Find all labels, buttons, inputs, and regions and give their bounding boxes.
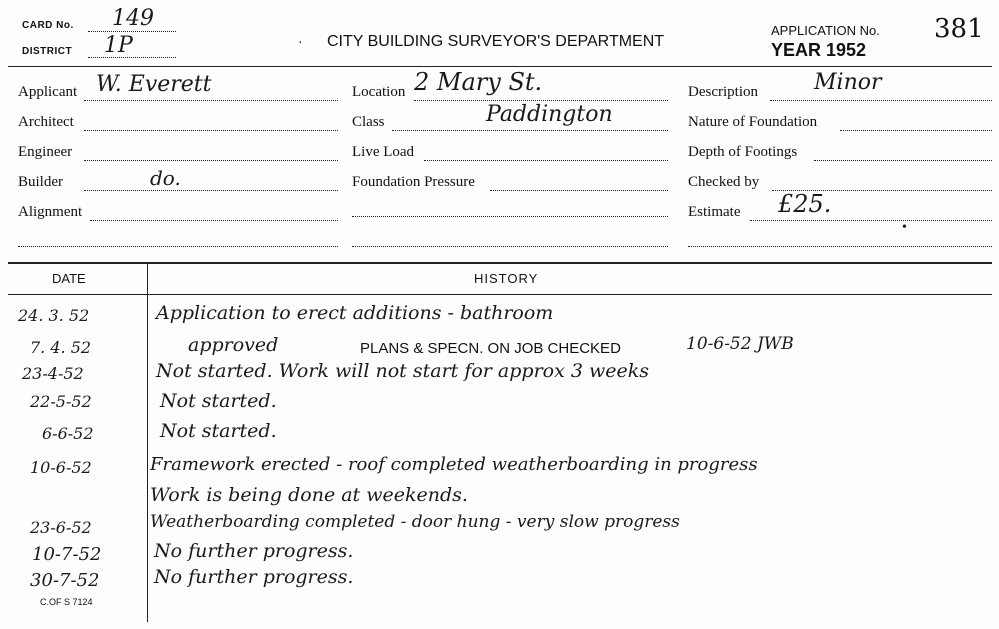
history-date: 22-5-52	[30, 392, 92, 411]
history-text: Not started.	[160, 390, 277, 412]
location-value: 2 Mary St.	[414, 68, 543, 96]
description-label: Description	[688, 84, 758, 100]
history-date: 30-7-52	[30, 570, 100, 591]
history-date: 10-6-52	[30, 458, 92, 477]
dot-mark: ·	[298, 36, 303, 51]
location-label: Location	[352, 84, 406, 100]
form-code: C.OF S 7124	[40, 597, 93, 607]
application-label: APPLICATION No.	[771, 23, 880, 38]
history-date: 7. 4. 52	[30, 338, 92, 357]
history-text: No further progress.	[154, 566, 354, 588]
nature-of-foundation-label: Nature of Foundation	[688, 114, 818, 130]
builder-value: do.	[150, 166, 181, 190]
department-title: CITY BUILDING SURVEYOR'S DEPARTMENT	[327, 33, 665, 50]
card-no-value: 149	[112, 6, 154, 31]
history-date: 24. 3. 52	[18, 306, 90, 325]
applicant-label: Applicant	[18, 84, 78, 100]
history-text: Work is being done at weekends.	[150, 484, 468, 506]
history-text: Weatherboarding completed - door hung - very slow progress	[150, 512, 680, 532]
date-header: DATE	[52, 271, 86, 286]
year-label: YEAR 1952	[771, 40, 867, 60]
stamp-note: 10-6-52 JWB	[686, 334, 794, 354]
history-text: Not started. Work will not start for approx 3 weeks	[156, 360, 649, 382]
foundation-pressure-label: Foundation Pressure	[352, 174, 475, 190]
history-header: HISTORY	[474, 271, 539, 286]
architect-label: Architect	[18, 114, 74, 130]
depth-of-footings-label: Depth of Footings	[688, 144, 798, 160]
history-text: approved	[188, 334, 279, 356]
history-text: Framework erected - roof completed weatherboarding in progress	[150, 454, 758, 475]
stamp-text: PLANS & SPECN. ON JOB CHECKED	[360, 340, 621, 357]
engineer-label: Engineer	[18, 144, 73, 160]
history-text: Application to erect additions - bathroom	[156, 302, 554, 324]
class-label: Class	[352, 114, 385, 130]
history-text: No further progress.	[154, 540, 354, 562]
history-date: 23-4-52	[22, 364, 84, 383]
card-no-label: CARD No.	[22, 20, 74, 31]
history-date: 10-7-52	[32, 544, 102, 565]
alignment-label: Alignment	[18, 204, 83, 220]
dot-mark: •	[902, 220, 907, 235]
district-label: DISTRICT	[22, 46, 73, 57]
district-value: 1P	[104, 33, 133, 58]
history-date: 6-6-52	[42, 424, 94, 443]
history-date: 23-6-52	[30, 518, 92, 537]
estimate-value: £25.	[778, 190, 832, 218]
builder-label: Builder	[18, 174, 63, 190]
description-value: Minor	[814, 70, 882, 95]
class-value: Paddington	[486, 102, 613, 127]
live-load-label: Live Load	[352, 144, 415, 160]
application-number: 381	[934, 14, 984, 44]
checked-by-label: Checked by	[688, 174, 760, 190]
history-text: Not started.	[160, 420, 277, 442]
applicant-value: W. Everett	[96, 72, 212, 97]
estimate-label: Estimate	[688, 204, 741, 220]
